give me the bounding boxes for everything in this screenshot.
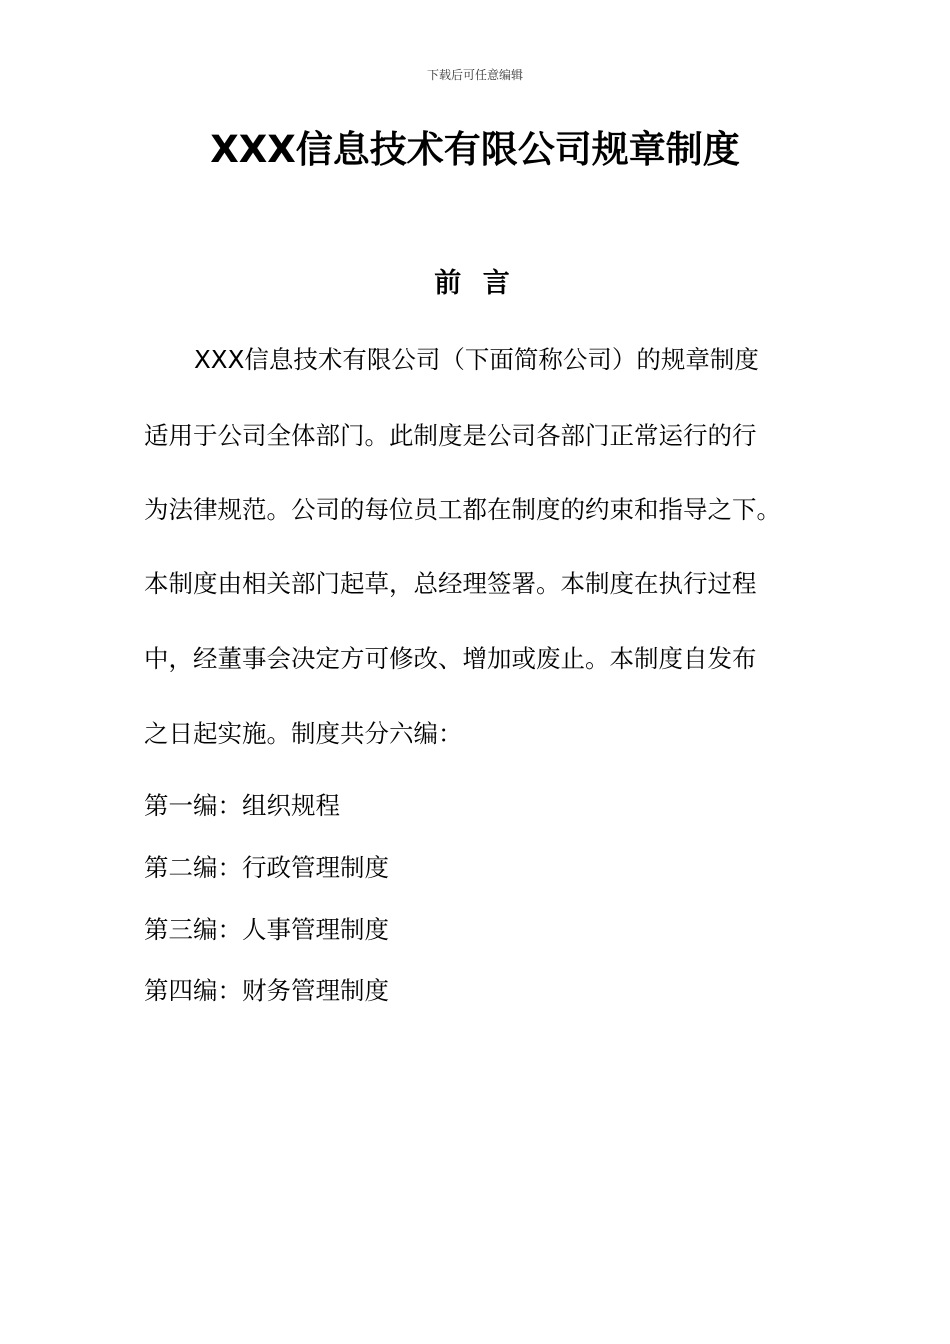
- paragraph-line: XXX信息技术有限公司（下面简称公司）的规章制度: [194, 345, 759, 374]
- paragraph-line: 之日起实施。制度共分六编：: [144, 719, 463, 748]
- document-title: XXX信息技术有限公司规章制度: [210, 128, 740, 171]
- paragraph-line: 为法律规范。公司的每位员工都在制度的约束和指导之下。: [144, 495, 781, 524]
- chapter-item: 第一编：组织规程: [144, 791, 340, 820]
- chapter-item: 第二编：行政管理制度: [144, 853, 389, 882]
- header-note: 下载后可任意编辑: [426, 68, 523, 82]
- paragraph-line: 本制度由相关部门起草，总经理签署。本制度在执行过程: [144, 569, 757, 598]
- chapter-item: 第三编：人事管理制度: [144, 915, 389, 944]
- section-heading-preface: 前 言: [434, 268, 516, 299]
- chapter-item: 第四编：财务管理制度: [144, 976, 389, 1005]
- paragraph-line: 中，经董事会决定方可修改、增加或废止。本制度自发布: [144, 644, 757, 673]
- paragraph-line: 适用于公司全体部门。此制度是公司各部门正常运行的行: [144, 421, 757, 450]
